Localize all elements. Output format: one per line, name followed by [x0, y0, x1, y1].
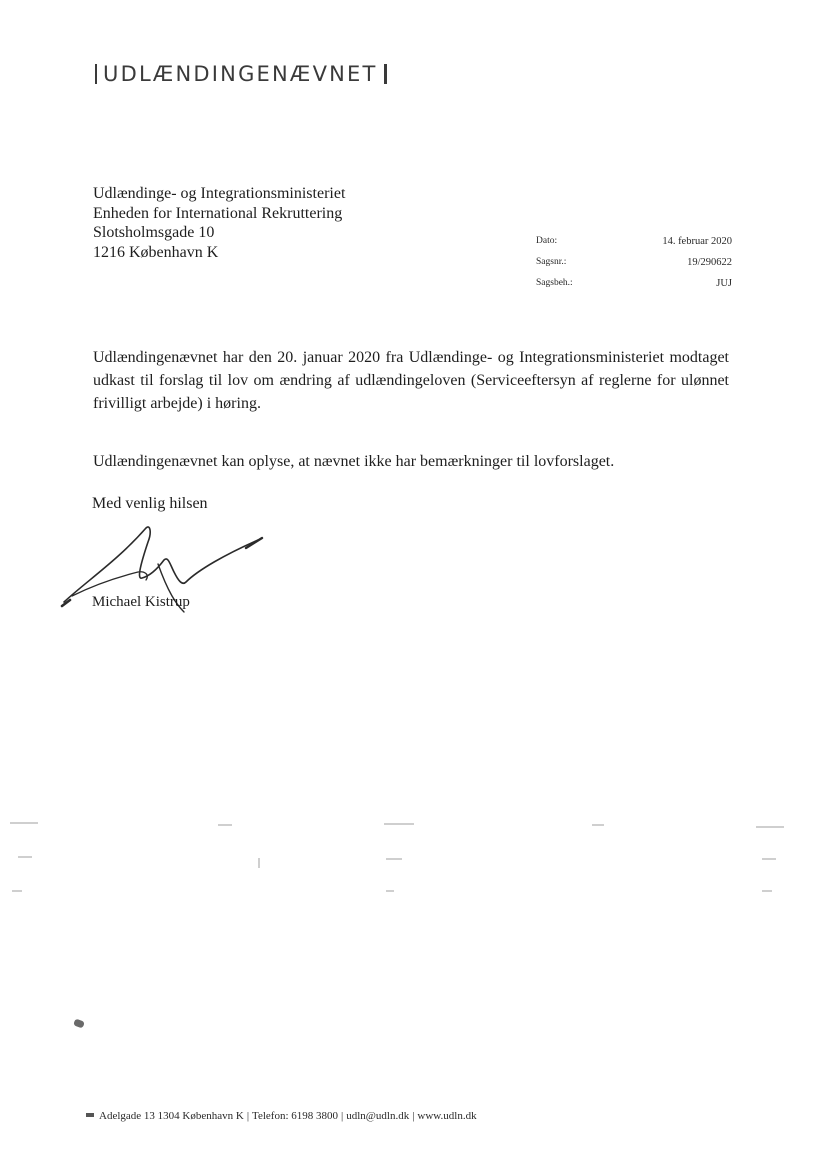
scan-artifact	[386, 890, 394, 892]
case-metadata	[536, 236, 732, 299]
meta-label: Dato:	[536, 236, 558, 246]
footer-bullet-icon	[86, 1113, 94, 1117]
letterhead-logo	[95, 62, 393, 86]
scan-artifact	[386, 858, 402, 860]
footer-website[interactable]: www.udln.dk	[417, 1110, 477, 1122]
footer-separator: |	[341, 1110, 344, 1122]
meta-label: Sagsbeh.:	[536, 278, 573, 288]
logo-bar-right	[384, 64, 387, 84]
meta-label: Sagsnr.:	[536, 257, 567, 267]
logo-text: UDLÆNDINGENÆVNET	[103, 62, 378, 86]
recipient-line: Slotsholmsgade 10	[93, 224, 215, 241]
scan-artifact	[384, 823, 414, 825]
scan-artifact	[18, 856, 32, 858]
footer-email[interactable]: udln@udln.dk	[346, 1110, 410, 1122]
scan-artifact	[592, 824, 604, 826]
scan-artifact	[10, 822, 38, 824]
meta-row-date	[536, 236, 732, 257]
meta-row-case-handler	[536, 278, 732, 299]
recipient-address	[93, 184, 345, 262]
scan-artifact	[12, 890, 22, 892]
footer-address: Adelgade 13 1304 København K	[99, 1110, 244, 1122]
body-paragraph: Udlændingenævnet har den 20. januar 2020 fra Udlændinge- og Integrationsministeriet modtaget udkast til forslag til lov om ændring af udlændingeloven (Serviceeftersyn af reglerne for ulønnet frivilligt arbejde) i høring.	[93, 349, 729, 412]
scan-artifact	[756, 826, 784, 828]
recipient-line: Udlændinge- og Integrationsministeriet	[93, 185, 346, 202]
body-paragraph: Udlændingenævnet kan oplyse, at nævnet ikke har bemærkninger til lovforslaget.	[93, 453, 615, 470]
scan-artifact	[258, 858, 260, 868]
footer-separator: |	[246, 1110, 250, 1122]
letter-body	[93, 346, 729, 470]
meta-value: 14. februar 2020	[662, 236, 732, 247]
logo-bar-left	[95, 64, 97, 84]
signer-name: Michael Kistrup	[92, 594, 190, 610]
closing-greeting: Med venlig hilsen	[92, 495, 208, 512]
scan-smudge	[73, 1019, 85, 1029]
recipient-line: Enheden for International Rekruttering	[93, 204, 343, 222]
scan-artifact	[218, 824, 232, 826]
meta-row-case-number	[536, 257, 732, 278]
letter-footer	[86, 1110, 477, 1122]
meta-value: 19/290622	[687, 257, 732, 268]
meta-value: JUJ	[716, 278, 732, 289]
scan-artifact	[762, 890, 772, 892]
footer-phone: Telefon: 6198 3800	[252, 1110, 339, 1122]
footer-separator: |	[412, 1110, 415, 1122]
recipient-line: 1216 København K	[93, 243, 219, 261]
scan-artifact	[762, 858, 776, 860]
